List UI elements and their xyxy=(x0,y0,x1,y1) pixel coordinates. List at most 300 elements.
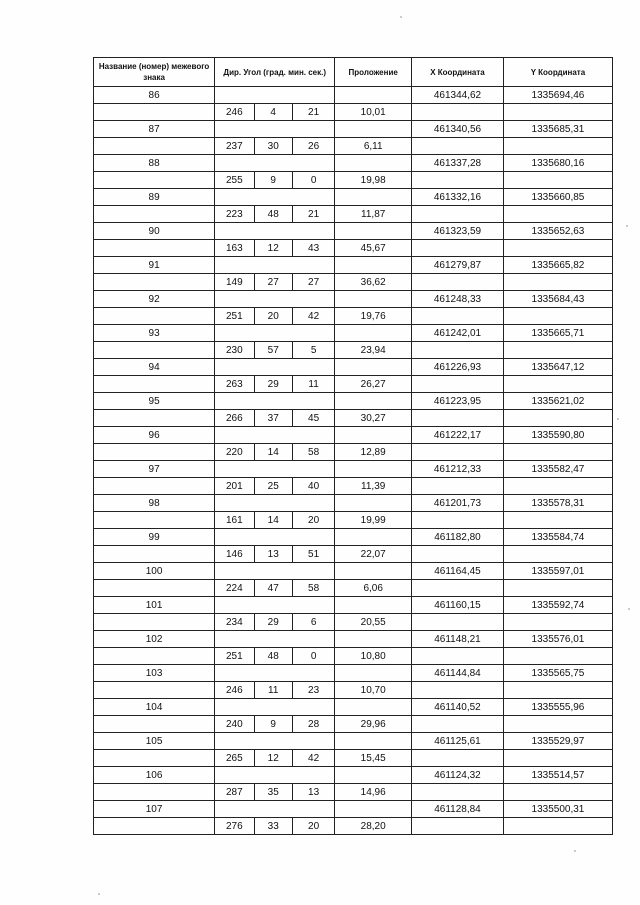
scan-speck xyxy=(628,608,630,610)
angle-minutes-cell: 57 xyxy=(254,342,292,359)
y-coordinate-cell: 1335584,74 xyxy=(503,529,612,546)
empty-cell xyxy=(503,172,612,189)
empty-cell xyxy=(503,206,612,223)
point-name-cell: 91 xyxy=(94,257,215,274)
angle-minutes-cell: 12 xyxy=(254,240,292,257)
empty-cell xyxy=(335,461,412,478)
angle-seconds-cell: 51 xyxy=(292,546,334,563)
angle-minutes-cell: 27 xyxy=(254,274,292,291)
empty-cell xyxy=(335,733,412,750)
angle-degrees-cell: 255 xyxy=(215,172,254,189)
empty-cell xyxy=(412,410,504,427)
distance-cell: 10,70 xyxy=(335,682,412,699)
angle-degrees-cell: 246 xyxy=(215,682,254,699)
empty-cell xyxy=(412,818,504,835)
empty-cell xyxy=(335,121,412,138)
empty-cell xyxy=(215,189,335,206)
distance-cell: 22,07 xyxy=(335,546,412,563)
y-coordinate-cell: 1335576,01 xyxy=(503,631,612,648)
angle-minutes-cell: 30 xyxy=(254,138,292,155)
scan-speck xyxy=(626,225,628,227)
scan-speck xyxy=(617,418,619,420)
empty-cell xyxy=(94,784,215,801)
empty-cell xyxy=(503,376,612,393)
empty-cell xyxy=(503,274,612,291)
empty-cell xyxy=(412,512,504,529)
point-row xyxy=(94,359,613,376)
segment-row xyxy=(94,478,613,495)
x-coordinate-cell: 461242,01 xyxy=(412,325,504,342)
angle-minutes-cell: 48 xyxy=(254,648,292,665)
angle-seconds-cell: 43 xyxy=(292,240,334,257)
angle-minutes-cell: 47 xyxy=(254,580,292,597)
segment-row xyxy=(94,444,613,461)
point-row xyxy=(94,801,613,818)
empty-cell xyxy=(215,155,335,172)
distance-cell: 15,45 xyxy=(335,750,412,767)
empty-cell xyxy=(335,393,412,410)
x-coordinate-cell: 461182,80 xyxy=(412,529,504,546)
segment-row xyxy=(94,172,613,189)
x-coordinate-cell: 461226,93 xyxy=(412,359,504,376)
distance-cell: 19,76 xyxy=(335,308,412,325)
empty-cell xyxy=(94,444,215,461)
angle-minutes-cell: 29 xyxy=(254,614,292,631)
empty-cell xyxy=(94,104,215,121)
angle-degrees-cell: 161 xyxy=(215,512,254,529)
point-row xyxy=(94,223,613,240)
header-point-name: Название (номер) межевого знака xyxy=(94,58,215,87)
segment-row xyxy=(94,750,613,767)
x-coordinate-cell: 461140,52 xyxy=(412,699,504,716)
point-name-cell: 96 xyxy=(94,427,215,444)
x-coordinate-cell: 461337,28 xyxy=(412,155,504,172)
y-coordinate-cell: 1335529,97 xyxy=(503,733,612,750)
empty-cell xyxy=(503,342,612,359)
point-row xyxy=(94,699,613,716)
empty-cell xyxy=(503,784,612,801)
x-coordinate-cell: 461344,62 xyxy=(412,87,504,104)
scan-speck xyxy=(98,893,100,895)
angle-degrees-cell: 276 xyxy=(215,818,254,835)
point-row xyxy=(94,257,613,274)
x-coordinate-cell: 461212,33 xyxy=(412,461,504,478)
angle-degrees-cell: 230 xyxy=(215,342,254,359)
point-name-cell: 90 xyxy=(94,223,215,240)
angle-degrees-cell: 149 xyxy=(215,274,254,291)
x-coordinate-cell: 461124,32 xyxy=(412,767,504,784)
empty-cell xyxy=(335,155,412,172)
angle-minutes-cell: 9 xyxy=(254,172,292,189)
point-row xyxy=(94,427,613,444)
point-row xyxy=(94,563,613,580)
distance-cell: 12,89 xyxy=(335,444,412,461)
point-name-cell: 99 xyxy=(94,529,215,546)
angle-seconds-cell: 42 xyxy=(292,308,334,325)
empty-cell xyxy=(215,325,335,342)
y-coordinate-cell: 1335684,43 xyxy=(503,291,612,308)
empty-cell xyxy=(94,478,215,495)
angle-minutes-cell: 25 xyxy=(254,478,292,495)
empty-cell xyxy=(412,784,504,801)
segment-row xyxy=(94,648,613,665)
angle-degrees-cell: 266 xyxy=(215,410,254,427)
distance-cell: 29,96 xyxy=(335,716,412,733)
empty-cell xyxy=(94,410,215,427)
empty-cell xyxy=(94,512,215,529)
x-coordinate-cell: 461128,84 xyxy=(412,801,504,818)
x-coordinate-cell: 461223,95 xyxy=(412,393,504,410)
y-coordinate-cell: 1335621,02 xyxy=(503,393,612,410)
point-name-cell: 92 xyxy=(94,291,215,308)
empty-cell xyxy=(412,342,504,359)
empty-cell xyxy=(335,325,412,342)
angle-minutes-cell: 12 xyxy=(254,750,292,767)
point-name-cell: 105 xyxy=(94,733,215,750)
x-coordinate-cell: 461125,61 xyxy=(412,733,504,750)
point-name-cell: 94 xyxy=(94,359,215,376)
point-name-cell: 107 xyxy=(94,801,215,818)
y-coordinate-cell: 1335652,63 xyxy=(503,223,612,240)
x-coordinate-cell: 461164,45 xyxy=(412,563,504,580)
distance-cell: 14,96 xyxy=(335,784,412,801)
distance-cell: 30,27 xyxy=(335,410,412,427)
angle-seconds-cell: 13 xyxy=(292,784,334,801)
empty-cell xyxy=(215,733,335,750)
point-row xyxy=(94,461,613,478)
empty-cell xyxy=(412,206,504,223)
angle-degrees-cell: 251 xyxy=(215,308,254,325)
empty-cell xyxy=(412,716,504,733)
point-name-cell: 103 xyxy=(94,665,215,682)
empty-cell xyxy=(94,138,215,155)
angle-seconds-cell: 28 xyxy=(292,716,334,733)
point-row xyxy=(94,495,613,512)
angle-minutes-cell: 48 xyxy=(254,206,292,223)
scan-speck xyxy=(574,850,576,852)
point-row xyxy=(94,597,613,614)
point-name-cell: 102 xyxy=(94,631,215,648)
empty-cell xyxy=(412,444,504,461)
angle-degrees-cell: 251 xyxy=(215,648,254,665)
angle-minutes-cell: 4 xyxy=(254,104,292,121)
empty-cell xyxy=(94,750,215,767)
angle-degrees-cell: 237 xyxy=(215,138,254,155)
empty-cell xyxy=(335,563,412,580)
empty-cell xyxy=(215,801,335,818)
distance-cell: 19,98 xyxy=(335,172,412,189)
point-name-cell: 88 xyxy=(94,155,215,172)
empty-cell xyxy=(215,461,335,478)
angle-seconds-cell: 58 xyxy=(292,444,334,461)
angle-seconds-cell: 40 xyxy=(292,478,334,495)
empty-cell xyxy=(94,240,215,257)
empty-cell xyxy=(94,614,215,631)
point-name-cell: 97 xyxy=(94,461,215,478)
x-coordinate-cell: 461248,33 xyxy=(412,291,504,308)
empty-cell xyxy=(412,682,504,699)
boundary-coordinates-table xyxy=(93,57,613,835)
distance-cell: 28,20 xyxy=(335,818,412,835)
empty-cell xyxy=(335,257,412,274)
segment-row xyxy=(94,716,613,733)
empty-cell xyxy=(412,138,504,155)
segment-row xyxy=(94,274,613,291)
segment-row xyxy=(94,138,613,155)
y-coordinate-cell: 1335565,75 xyxy=(503,665,612,682)
empty-cell xyxy=(335,87,412,104)
empty-cell xyxy=(503,546,612,563)
y-coordinate-cell: 1335514,57 xyxy=(503,767,612,784)
x-coordinate-cell: 461279,87 xyxy=(412,257,504,274)
empty-cell xyxy=(412,308,504,325)
y-coordinate-cell: 1335647,12 xyxy=(503,359,612,376)
header-direction-angle: Дир. Угол (град. мин. сек.) xyxy=(215,58,335,87)
angle-degrees-cell: 146 xyxy=(215,546,254,563)
x-coordinate-cell: 461160,15 xyxy=(412,597,504,614)
segment-row xyxy=(94,580,613,597)
angle-seconds-cell: 26 xyxy=(292,138,334,155)
empty-cell xyxy=(215,223,335,240)
empty-cell xyxy=(335,665,412,682)
segment-row xyxy=(94,206,613,223)
angle-seconds-cell: 0 xyxy=(292,648,334,665)
point-name-cell: 93 xyxy=(94,325,215,342)
point-row xyxy=(94,665,613,682)
segment-row xyxy=(94,308,613,325)
empty-cell xyxy=(94,342,215,359)
table-header-row xyxy=(94,58,613,87)
empty-cell xyxy=(94,274,215,291)
empty-cell xyxy=(215,87,335,104)
point-row xyxy=(94,631,613,648)
angle-seconds-cell: 0 xyxy=(292,172,334,189)
point-name-cell: 98 xyxy=(94,495,215,512)
point-row xyxy=(94,529,613,546)
segment-row xyxy=(94,818,613,835)
x-coordinate-cell: 461222,17 xyxy=(412,427,504,444)
empty-cell xyxy=(94,546,215,563)
angle-degrees-cell: 220 xyxy=(215,444,254,461)
empty-cell xyxy=(335,699,412,716)
point-row xyxy=(94,189,613,206)
angle-seconds-cell: 20 xyxy=(292,512,334,529)
empty-cell xyxy=(94,376,215,393)
x-coordinate-cell: 461148,21 xyxy=(412,631,504,648)
x-coordinate-cell: 461201,73 xyxy=(412,495,504,512)
empty-cell xyxy=(335,631,412,648)
angle-degrees-cell: 263 xyxy=(215,376,254,393)
empty-cell xyxy=(412,478,504,495)
empty-cell xyxy=(503,818,612,835)
angle-minutes-cell: 13 xyxy=(254,546,292,563)
distance-cell: 23,94 xyxy=(335,342,412,359)
angle-minutes-cell: 14 xyxy=(254,512,292,529)
angle-minutes-cell: 29 xyxy=(254,376,292,393)
empty-cell xyxy=(412,172,504,189)
empty-cell xyxy=(412,104,504,121)
empty-cell xyxy=(503,410,612,427)
empty-cell xyxy=(215,529,335,546)
empty-cell xyxy=(503,240,612,257)
distance-cell: 26,27 xyxy=(335,376,412,393)
empty-cell xyxy=(412,648,504,665)
empty-cell xyxy=(215,495,335,512)
distance-cell: 6,06 xyxy=(335,580,412,597)
empty-cell xyxy=(412,376,504,393)
empty-cell xyxy=(503,682,612,699)
empty-cell xyxy=(503,512,612,529)
empty-cell xyxy=(335,359,412,376)
angle-degrees-cell: 240 xyxy=(215,716,254,733)
empty-cell xyxy=(215,121,335,138)
angle-minutes-cell: 9 xyxy=(254,716,292,733)
header-distance: Проложение xyxy=(335,58,412,87)
distance-cell: 36,62 xyxy=(335,274,412,291)
y-coordinate-cell: 1335597,01 xyxy=(503,563,612,580)
segment-row xyxy=(94,104,613,121)
distance-cell: 11,87 xyxy=(335,206,412,223)
segment-row xyxy=(94,784,613,801)
point-row xyxy=(94,733,613,750)
empty-cell xyxy=(215,563,335,580)
point-name-cell: 101 xyxy=(94,597,215,614)
y-coordinate-cell: 1335660,85 xyxy=(503,189,612,206)
empty-cell xyxy=(94,308,215,325)
x-coordinate-cell: 461340,56 xyxy=(412,121,504,138)
empty-cell xyxy=(94,648,215,665)
point-row xyxy=(94,291,613,308)
point-name-cell: 100 xyxy=(94,563,215,580)
empty-cell xyxy=(335,801,412,818)
empty-cell xyxy=(215,257,335,274)
angle-seconds-cell: 6 xyxy=(292,614,334,631)
point-row xyxy=(94,155,613,172)
x-coordinate-cell: 461323,59 xyxy=(412,223,504,240)
empty-cell xyxy=(335,597,412,614)
segment-row xyxy=(94,546,613,563)
angle-seconds-cell: 27 xyxy=(292,274,334,291)
angle-minutes-cell: 33 xyxy=(254,818,292,835)
distance-cell: 45,67 xyxy=(335,240,412,257)
empty-cell xyxy=(503,444,612,461)
y-coordinate-cell: 1335582,47 xyxy=(503,461,612,478)
angle-minutes-cell: 11 xyxy=(254,682,292,699)
empty-cell xyxy=(215,291,335,308)
empty-cell xyxy=(503,308,612,325)
empty-cell xyxy=(215,597,335,614)
y-coordinate-cell: 1335578,31 xyxy=(503,495,612,512)
segment-row xyxy=(94,512,613,529)
angle-degrees-cell: 201 xyxy=(215,478,254,495)
angle-seconds-cell: 21 xyxy=(292,206,334,223)
y-coordinate-cell: 1335685,31 xyxy=(503,121,612,138)
empty-cell xyxy=(215,699,335,716)
empty-cell xyxy=(503,614,612,631)
distance-cell: 11,39 xyxy=(335,478,412,495)
empty-cell xyxy=(94,682,215,699)
x-coordinate-cell: 461332,16 xyxy=(412,189,504,206)
segment-row xyxy=(94,240,613,257)
empty-cell xyxy=(94,172,215,189)
y-coordinate-cell: 1335500,31 xyxy=(503,801,612,818)
angle-seconds-cell: 20 xyxy=(292,818,334,835)
empty-cell xyxy=(412,240,504,257)
angle-degrees-cell: 163 xyxy=(215,240,254,257)
empty-cell xyxy=(94,818,215,835)
x-coordinate-cell: 461144,84 xyxy=(412,665,504,682)
table-body xyxy=(94,87,613,835)
point-name-cell: 95 xyxy=(94,393,215,410)
angle-degrees-cell: 265 xyxy=(215,750,254,767)
angle-seconds-cell: 5 xyxy=(292,342,334,359)
empty-cell xyxy=(503,580,612,597)
point-row xyxy=(94,87,613,104)
segment-row xyxy=(94,342,613,359)
angle-minutes-cell: 35 xyxy=(254,784,292,801)
segment-row xyxy=(94,614,613,631)
point-name-cell: 89 xyxy=(94,189,215,206)
angle-seconds-cell: 11 xyxy=(292,376,334,393)
angle-degrees-cell: 246 xyxy=(215,104,254,121)
point-name-cell: 104 xyxy=(94,699,215,716)
empty-cell xyxy=(94,206,215,223)
empty-cell xyxy=(215,359,335,376)
empty-cell xyxy=(503,648,612,665)
empty-cell xyxy=(335,767,412,784)
empty-cell xyxy=(335,189,412,206)
distance-cell: 20,55 xyxy=(335,614,412,631)
empty-cell xyxy=(503,750,612,767)
empty-cell xyxy=(412,546,504,563)
distance-cell: 10,80 xyxy=(335,648,412,665)
angle-degrees-cell: 234 xyxy=(215,614,254,631)
y-coordinate-cell: 1335665,82 xyxy=(503,257,612,274)
empty-cell xyxy=(215,665,335,682)
y-coordinate-cell: 1335680,16 xyxy=(503,155,612,172)
y-coordinate-cell: 1335555,96 xyxy=(503,699,612,716)
empty-cell xyxy=(503,138,612,155)
distance-cell: 10,01 xyxy=(335,104,412,121)
empty-cell xyxy=(94,580,215,597)
angle-seconds-cell: 23 xyxy=(292,682,334,699)
segment-row xyxy=(94,682,613,699)
angle-seconds-cell: 42 xyxy=(292,750,334,767)
empty-cell xyxy=(94,716,215,733)
distance-cell: 6,11 xyxy=(335,138,412,155)
point-row xyxy=(94,393,613,410)
scan-speck xyxy=(400,16,402,18)
y-coordinate-cell: 1335694,46 xyxy=(503,87,612,104)
header-y-coordinate: Y Координата xyxy=(503,58,612,87)
angle-minutes-cell: 14 xyxy=(254,444,292,461)
empty-cell xyxy=(335,291,412,308)
angle-minutes-cell: 37 xyxy=(254,410,292,427)
empty-cell xyxy=(215,427,335,444)
angle-seconds-cell: 21 xyxy=(292,104,334,121)
y-coordinate-cell: 1335592,74 xyxy=(503,597,612,614)
empty-cell xyxy=(215,631,335,648)
angle-minutes-cell: 20 xyxy=(254,308,292,325)
empty-cell xyxy=(412,750,504,767)
empty-cell xyxy=(215,393,335,410)
point-name-cell: 106 xyxy=(94,767,215,784)
empty-cell xyxy=(335,495,412,512)
empty-cell xyxy=(503,104,612,121)
empty-cell xyxy=(503,716,612,733)
empty-cell xyxy=(503,478,612,495)
point-name-cell: 87 xyxy=(94,121,215,138)
